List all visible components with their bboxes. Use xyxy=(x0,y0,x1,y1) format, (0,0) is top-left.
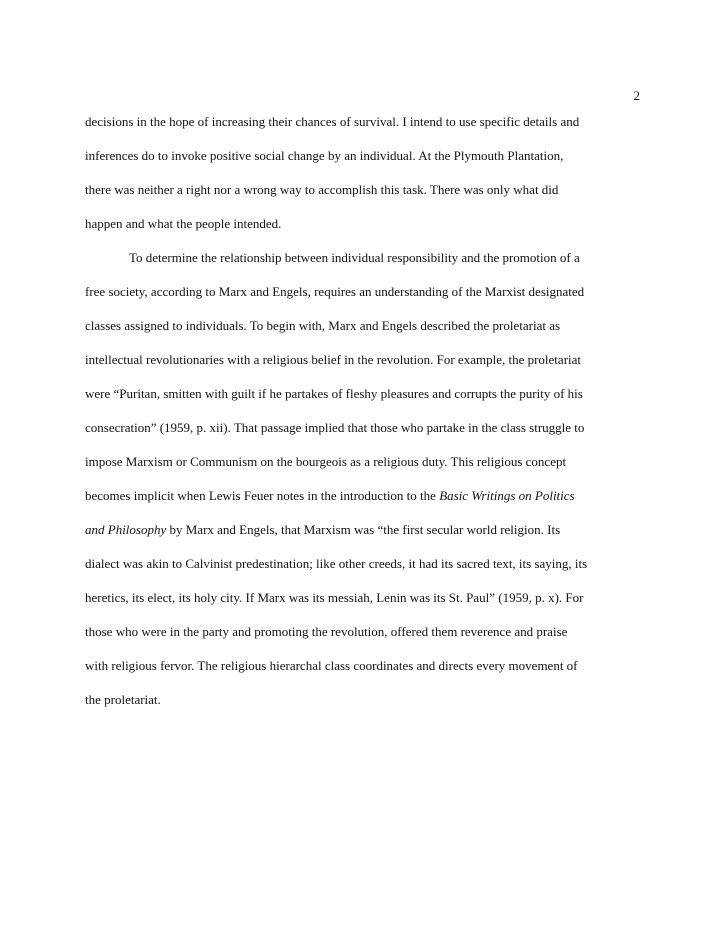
book-title-part-2: and Philosophy xyxy=(85,522,167,537)
text-line-13-rest: by Marx and Engels, that Marxism was “the first secular world religion. Its xyxy=(166,522,561,537)
text-line-11: impose Marxism or Communism on the bourgeois as a religious duty. This religious concept xyxy=(85,454,567,469)
text-line-2: inferences do to invoke positive social change by an individual. At the Plymouth Plantation, xyxy=(85,148,564,163)
text-line-5-paragraph-start: To determine the relationship between individual responsibility and the promotion of a xyxy=(129,250,580,265)
body-text xyxy=(85,114,645,726)
text-line-12 xyxy=(85,488,645,522)
text-line-6: free society, according to Marx and Engels, requires an understanding of the Marxist designated xyxy=(85,284,585,299)
text-line-12-start: becomes implicit when Lewis Feuer notes in the introduction to the xyxy=(85,488,440,503)
text-line-17: with religious fervor. The religious hierarchal class coordinates and directs every movement of xyxy=(85,658,578,673)
text-line-18: the proletariat. xyxy=(85,692,161,707)
text-line-9: were “Puritan, smitten with guilt if he partakes of fleshy pleasures and corrupts the purity of his xyxy=(85,386,583,401)
text-line-13 xyxy=(85,522,645,556)
text-line-15: heretics, its elect, its holy city. If Marx was its messiah, Lenin was its St. Paul” (1959, p. x). For xyxy=(85,590,584,605)
page-number: 2 xyxy=(633,88,640,103)
text-line-4: happen and what the people intended. xyxy=(85,216,282,231)
text-line-1: decisions in the hope of increasing their chances of survival. I intend to use specific details and xyxy=(85,114,580,129)
text-line-8: intellectual revolutionaries with a religious belief in the revolution. For example, the proletariat xyxy=(85,352,582,367)
text-line-14: dialect was akin to Calvinist predestination; like other creeds, it had its sacred text, its saying, its xyxy=(85,556,588,571)
text-line-10: consecration” (1959, p. xii). That passage implied that those who partake in the class struggle to xyxy=(85,420,585,435)
text-line-7: classes assigned to individuals. To begin with, Marx and Engels described the proletariat as xyxy=(85,318,561,333)
text-line-3: there was neither a right nor a wrong way to accomplish this task. There was only what did xyxy=(85,182,559,197)
text-line-16: those who were in the party and promoting the revolution, offered them reverence and praise xyxy=(85,624,568,639)
book-title-part-1: Basic Writings on Politics xyxy=(439,488,575,503)
